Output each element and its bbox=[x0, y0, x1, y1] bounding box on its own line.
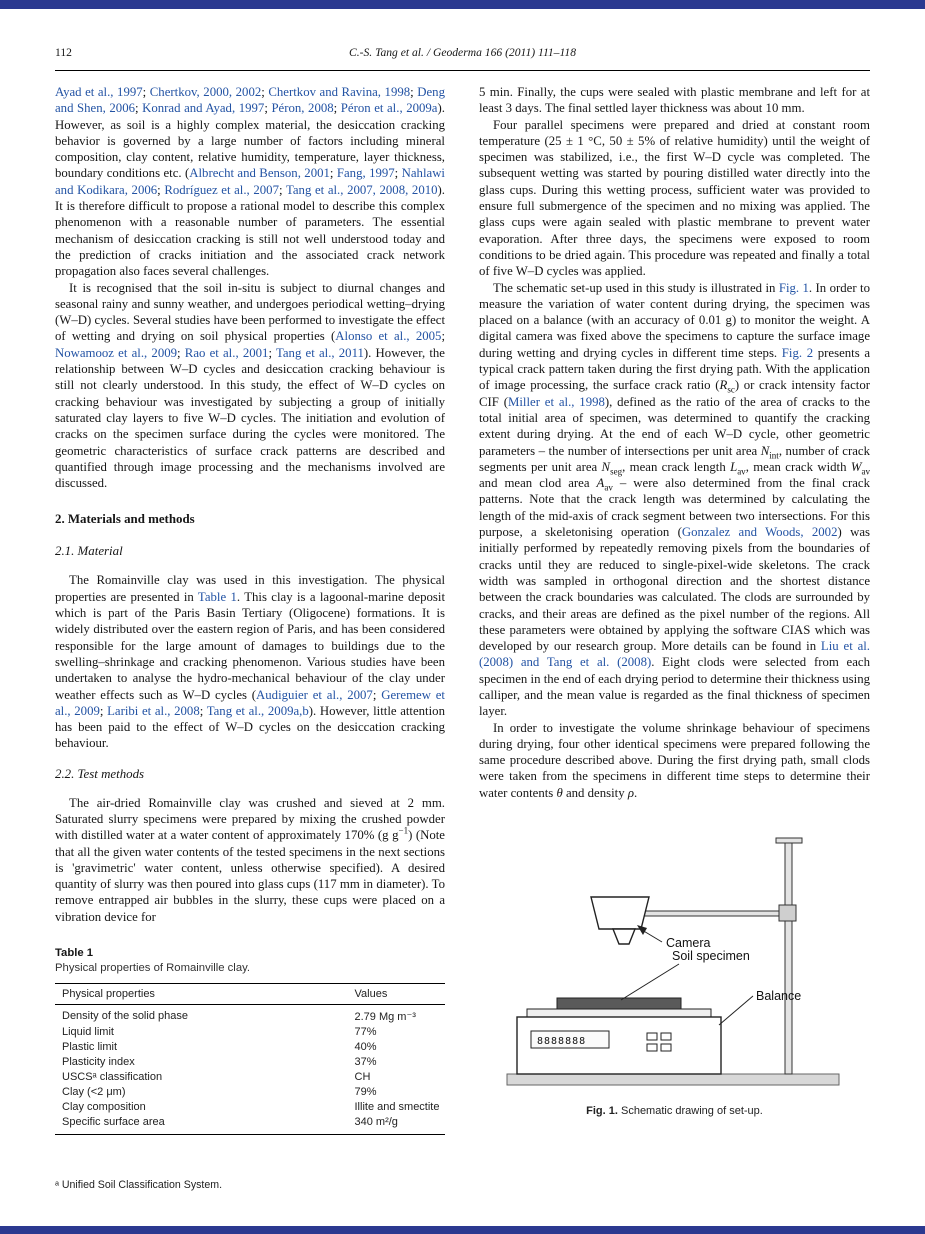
table-cell: 77% bbox=[354, 1026, 377, 1039]
script-text: −1 bbox=[398, 826, 409, 837]
two-column-layout bbox=[55, 84, 870, 1191]
citation-link[interactable]: Rodríguez et al., 2007 bbox=[164, 182, 279, 197]
balance-button bbox=[661, 1033, 671, 1040]
paragraph: The Romainville clay was used in this investigation. The physical properties are presented in Table 1. This clay is a lagoonal-marine deposit which is part of the Paris Basin Tertiary (Oligocene) formations. It is widely distributed over the eastern region of Paris, and has been considered responsible for the large amount of damages to buildings due to the swelling–shrinkage and cracking phenomenon. Various studies have been undertaken to analyse the hydro-mechanical behaviour of the clay under weather effects such as W–D cycles (Audiguier et al., 2007; Geremew et al., 2009; Laribi et al., 2008; Tang et al., 2009a,b). However, little attention has been paid to the effect of W–D cycles on the desiccation cracking behaviour. bbox=[55, 573, 445, 751]
camera-label: Camera bbox=[666, 936, 711, 951]
italic-var: N bbox=[601, 459, 611, 474]
citation-link[interactable]: Péron, 2008 bbox=[271, 101, 334, 116]
running-header: C.-S. Tang et al. / Geoderma 166 (2011) 111–118 bbox=[348, 46, 577, 59]
citation-link[interactable]: Fig. 1 bbox=[778, 280, 809, 295]
citation-link[interactable]: Rao et al., 2001 bbox=[184, 345, 269, 360]
citation-link[interactable]: Tang et al., 2011 bbox=[275, 345, 364, 360]
table-row bbox=[55, 1025, 445, 1040]
camera-arm bbox=[642, 911, 787, 916]
figure-caption-text: Schematic drawing of set-up. bbox=[620, 1105, 763, 1118]
table-cell: 2.79 Mg m⁻³ bbox=[354, 1011, 416, 1024]
paragraph: The schematic set-up used in this study is illustrated in Fig. 1. In order to measure the variation of water content during drying, the specimen was placed on a balance (with an accuracy of 0.01 g) to monitor the weight. A digital camera was fixed above the specimens to capture the surface image during wetting and drying cycles in different time steps. Fig. 2 presents a typical crack pattern taken during the first drying path. With the application of image processing, the surface crack ratio $(R_{sc})$ or crack intensity factor CIF (Miller et al., 1998), defined as the ratio of the area of cracks to the total initial area of specimen, was determined to quantify the cracking extent during drying. At the end of each W–D cycle, other geometric parameters – the number of intersections per unit area $N_{int}$, number of crack segments per unit area $N_{seg}$, mean crack length $L_{av}$, mean crack width $W_{av}$ and mean clod area $A_{av}$ – were also determined from the final crack patterns. Note that the crack length was determined by calculating the length of the mid-axis of crack segment between two intersections. For this purpose, a skeletonising operation (Gonzalez and Woods, 2002) was initially performed by repeatedly removing pixels from the boundaries of cracks until they are reduced to single-pixel-wide skeletons. The crack width was sampled in orthogonal direction and the shortest distance between the crack boundaries was calculated. The clods are surrounded by cracks, and their areas are defined as the pixel number of the regions. All these parameters were obtained by applying the software CIAS which was developed by our research group. More details can be found in Liu et al. (2008) and Tang et al. (2008). Eight clods were selected from each specimen in the end of each drying period to determine their thickness using calliper, and the mean value is regarded as the final thickness of specimen layer. bbox=[479, 280, 871, 719]
table-footnote: ᵃ Unified Soil Classification System. bbox=[55, 1179, 223, 1192]
citation-link[interactable]: Geremew et al., 2009 bbox=[55, 687, 445, 718]
paragraph: The air-dried Romainville clay was crushed and sieved at 2 mm. Saturated slurry specimens were prepared by mixing the crushed powder with distilled water at a water content of approximately 170% (g $g^{-1}$) (Note that all the given water contents of the tested specimens in the next sections is 'gravimetric' water content, unless otherwise specified). A desired quantity of slurry was then poured into glass cups (117 mm in diameter). To remove entrapped air bubbles in the slurry, these cups were placed on a vibration device for bbox=[55, 795, 445, 924]
citation-link[interactable]: Chertkov, 2000, 2002 bbox=[149, 85, 262, 99]
table-row bbox=[55, 1055, 445, 1070]
italic-var: W bbox=[850, 459, 862, 474]
paragraph: Ayad et al., 1997; Chertkov, 2000, 2002; Chertkov and Ravina, 1998; Deng and Shen, 2006; Konrad and Ayad, 1997; Péron, 2008; Péron et al., 2009a). However, as soil is a highly complex material, the desiccation cracking behavior is governed by a large number of factors including mineral composition, clay content, relative humidity, temperature, layer thickness, boundary conditions etc. (Albrecht and Benson, 2001; Fang, 1997; Nahlawi and Kodikara, 2006; Rodríguez et al., 2007; Tang et al., 2007, 2008, 2010). It is therefore difficult to propose a rational model to describe this complex phenomenon with a reasonable number of parameters. The essential mechanism of desiccation cracking is still not well understood today and the prediction of cracks initiation and the associated crack network propagation also faces several challenges. bbox=[55, 85, 445, 279]
bottom-border-bar bbox=[0, 1226, 925, 1234]
table-cell: 79% bbox=[354, 1086, 377, 1099]
table-row bbox=[55, 1070, 445, 1085]
table-column-header: Physical properties bbox=[55, 984, 348, 1005]
camera-icon bbox=[591, 897, 649, 929]
table-row bbox=[55, 1040, 445, 1055]
italic-var: A bbox=[596, 476, 605, 491]
citation-link[interactable]: Miller et al., 1998 bbox=[508, 394, 605, 409]
page-content bbox=[55, 0, 870, 1191]
citation-link[interactable]: Nowamooz et al., 2009 bbox=[55, 345, 178, 360]
paragraph: In order to investigate the volume shrinkage behaviour of specimens during drying, four other identical specimens were prepared following the same procedure described above. During the first drying path, small clods were taken from the specimens in different time steps to determine their water contents θ and density ρ. bbox=[479, 720, 870, 800]
citation-link[interactable]: Péron et al., 2009a bbox=[340, 101, 438, 116]
stand-top-cap bbox=[776, 838, 802, 843]
paragraph: 5 min. Finally, the cups were sealed with plastic membrane and left for at least 3 days. The final settled layer thickness was about 10 mm. bbox=[479, 85, 870, 116]
citation-link[interactable]: Table 1 bbox=[197, 589, 237, 604]
citation-link[interactable]: Ayad et al., 1997 bbox=[55, 85, 143, 99]
paragraph: Four parallel specimens were prepared and dried at constant room temperature (25 ± 1 °C, 50 ± 5% of relative humidity) until the weight of specimen was stabilized, i.e., the first W–D cycle was completed. The subsequent wetting was started by pouring distilled water directly into the glass cups. During this wetting process, sufficient water was provided to ensure full submergence of the specimen and no mixing was applied. The glass cups were again sealed with plastic membrane to prevent water evaporation. After three days, the specimens were exposed to room conditions to be dried again. This procedure was repeated and finally a total of five W–D cycles was applied. bbox=[479, 117, 870, 279]
arm-clamp bbox=[779, 905, 796, 921]
citation-link[interactable]: Fig. 2 bbox=[781, 345, 814, 360]
script-text: sc bbox=[727, 384, 735, 395]
camera-pointer-line bbox=[642, 930, 662, 942]
citation-link[interactable]: Deng and Shen, 2006 bbox=[55, 85, 445, 116]
table-cell: 37% bbox=[354, 1056, 377, 1069]
left-column bbox=[55, 84, 445, 1191]
citation-link[interactable]: Konrad and Ayad, 1997 bbox=[142, 101, 265, 116]
citation-link[interactable]: Laribi et al., 2008 bbox=[107, 703, 200, 718]
ground-base bbox=[507, 1074, 839, 1085]
table-caption: Physical properties of Romainville clay. bbox=[55, 962, 251, 975]
balance-pointer-line bbox=[719, 996, 753, 1025]
figure-caption-label: Fig. 1. bbox=[586, 1105, 618, 1118]
soil-specimen-label: Soil specimen bbox=[672, 949, 750, 964]
table-cell: Clay composition bbox=[62, 1101, 146, 1114]
table-column-header: Values bbox=[348, 984, 446, 1005]
table-row bbox=[55, 1005, 445, 1025]
physical-properties-table bbox=[55, 983, 445, 1135]
citation-link[interactable]: Audiguier et al., 2007 bbox=[256, 687, 373, 702]
table-cell: USCSᵃ classification bbox=[62, 1071, 163, 1084]
script-text: seg bbox=[610, 466, 623, 477]
italic-var: R bbox=[719, 378, 728, 393]
citation-link[interactable]: Liu et al. (2008) and Tang et al. (2008) bbox=[479, 639, 871, 670]
camera-pointer-arrowhead bbox=[637, 925, 647, 935]
script-text: av bbox=[861, 466, 870, 477]
balance-label: Balance bbox=[756, 989, 802, 1004]
table-row bbox=[55, 1115, 445, 1135]
stand-pole bbox=[785, 841, 792, 1074]
table-label: Table 1 bbox=[55, 947, 94, 960]
citation-link[interactable]: Fang, 1997 bbox=[336, 166, 395, 181]
page-header bbox=[55, 46, 870, 71]
italic-var: ρ bbox=[627, 785, 634, 800]
table-row bbox=[55, 1100, 445, 1115]
italic-var: θ bbox=[556, 785, 563, 800]
balance-display-readout: 8888888 bbox=[537, 1036, 587, 1048]
balance-button bbox=[661, 1044, 671, 1051]
script-text: int bbox=[769, 450, 779, 461]
table-cell: 340 m²/g bbox=[354, 1116, 398, 1129]
balance-button bbox=[647, 1044, 657, 1051]
citation-link[interactable]: Nahlawi and Kodikara, 2006 bbox=[55, 166, 445, 197]
balance-button bbox=[647, 1033, 657, 1040]
citation-link[interactable]: Tang et al., 2007, 2008, 2010 bbox=[285, 182, 438, 197]
script-text: av bbox=[604, 482, 613, 493]
citation-link[interactable]: Albrecht and Benson, 2001 bbox=[189, 166, 330, 181]
figure-1-block bbox=[479, 835, 870, 1117]
table-cell: Plasticity index bbox=[62, 1056, 135, 1069]
camera-lens bbox=[613, 929, 635, 944]
italic-var: N bbox=[760, 443, 770, 458]
table-cell: Clay (<2 μm) bbox=[62, 1086, 126, 1099]
subsection-heading-material: 2.1. Material bbox=[55, 544, 123, 559]
table-1-block bbox=[55, 947, 445, 1191]
table-cell: 40% bbox=[354, 1041, 377, 1054]
italic-var: L bbox=[730, 459, 738, 474]
table-cell: Plastic limit bbox=[62, 1041, 118, 1054]
table-row bbox=[55, 1085, 445, 1100]
table-cell: Liquid limit bbox=[62, 1026, 114, 1039]
balance-plate bbox=[527, 1009, 711, 1017]
citation-link[interactable]: Tang et al., 2009a,b bbox=[206, 703, 309, 718]
subsection-heading-test-methods: 2.2. Test methods bbox=[55, 766, 145, 781]
page-number: 112 bbox=[55, 46, 72, 59]
table-cell: Illite and smectite bbox=[354, 1101, 440, 1114]
table-cell: Specific surface area bbox=[62, 1116, 165, 1129]
figure-caption bbox=[479, 1105, 870, 1117]
citation-link[interactable]: Alonso et al., 2005 bbox=[335, 329, 442, 344]
soil-pointer-line bbox=[621, 964, 679, 1000]
paragraph: It is recognised that the soil in-situ is subject to diurnal changes and seasonal rainy and sunny weather, and undergoes periodical wetting–drying (W–D) cycles. Several studies have been performed to investigate the effect of wetting and drying on soil physical properties (Alonso et al., 2005; Nowamooz et al., 2009; Rao et al., 2001; Tang et al., 2011). However, the relationship between W–D cycles and desiccation cracking behaviour is still not clearly understood. In this study, the effect of W–D cycles on cracking behaviour was investigated by subjecting a group of initially saturated clay layers to five W–D cycles. The initiation and evolution of cracks on the specimen surface during the cycles were monitored. The geometric characteristics of surface crack patterns are described and quantified through image processing and the mechanisms involved are discussed. bbox=[55, 280, 445, 491]
table-cell: CH bbox=[354, 1071, 371, 1084]
soil-specimen-bar bbox=[557, 998, 681, 1009]
right-column bbox=[479, 84, 870, 1191]
setup-schematic-drawing bbox=[479, 835, 870, 1089]
section-heading-materials-and-methods: 2. Materials and methods bbox=[55, 512, 195, 527]
table-header-row bbox=[55, 984, 445, 1005]
citation-link[interactable]: Chertkov and Ravina, 1998 bbox=[268, 85, 411, 99]
script-text: av bbox=[737, 466, 746, 477]
table-cell: Density of the solid phase bbox=[62, 1010, 188, 1023]
citation-link[interactable]: Gonzalez and Woods, 2002 bbox=[681, 525, 838, 540]
